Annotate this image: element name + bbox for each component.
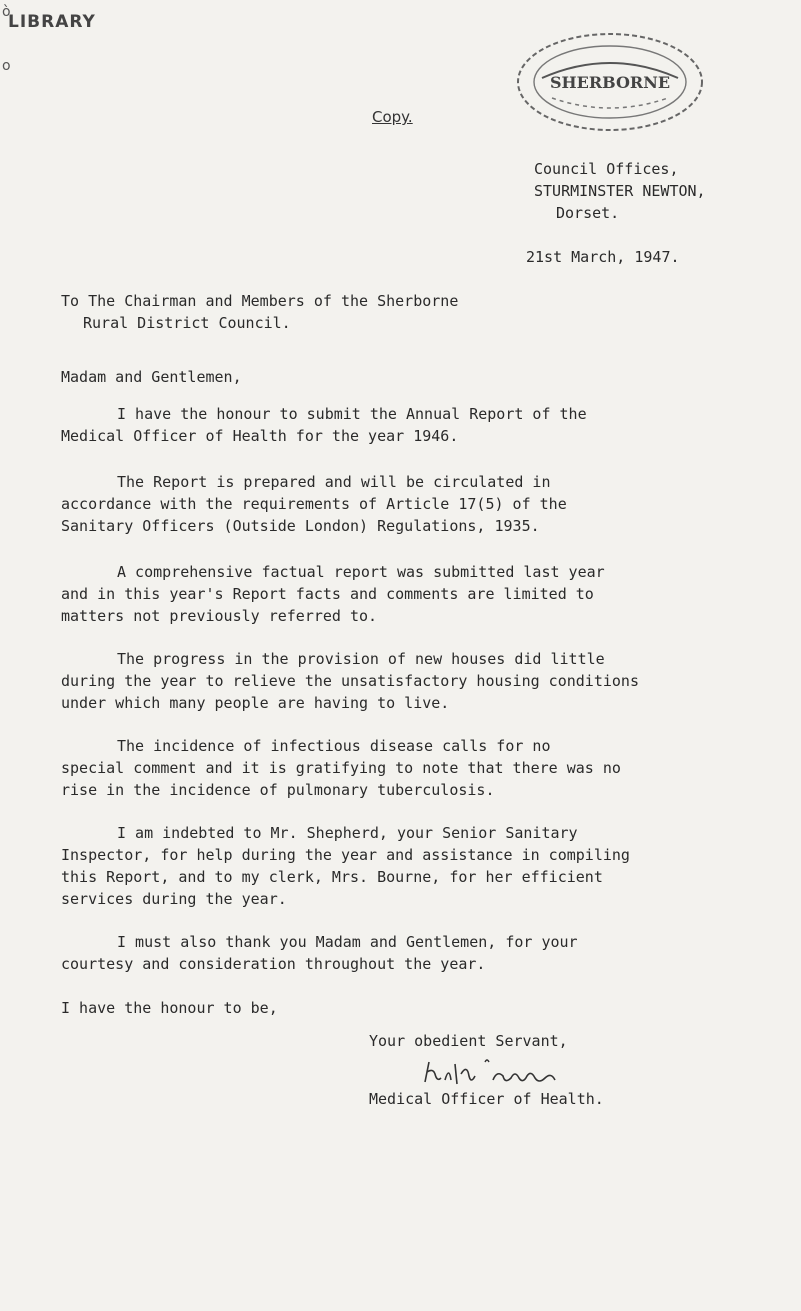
paragraph-line: special comment and it is gratifying to note that there was no	[61, 759, 621, 777]
address-line: Council Offices,	[534, 160, 679, 178]
paragraph-2	[61, 471, 567, 537]
paragraph-5	[61, 735, 621, 801]
paragraph-line: during the year to relieve the unsatisfactory housing conditions	[61, 672, 639, 690]
copy-label: Copy.	[372, 108, 413, 126]
recipient-line: Rural District Council.	[83, 314, 291, 332]
recipient-block	[61, 290, 458, 334]
paragraph-line: services during the year.	[61, 890, 287, 908]
paragraph-line: I must also thank you Madam and Gentlemen, for your	[117, 933, 578, 951]
paragraph-line: Sanitary Officers (Outside London) Regulations, 1935.	[61, 517, 540, 535]
paragraph-line: Inspector, for help during the year and assistance in compiling	[61, 846, 630, 864]
paragraph-line: I am indebted to Mr. Shepherd, your Senior Sanitary	[117, 824, 578, 842]
library-stamp: LIBRARY	[8, 12, 96, 32]
paragraph-line: The progress in the provision of new houses did little	[117, 650, 605, 668]
margin-mark-1: ò	[2, 4, 11, 20]
paragraph-line: this Report, and to my clerk, Mrs. Bourne, for her efficient	[61, 868, 603, 886]
paragraph-line: matters not previously referred to.	[61, 607, 378, 625]
sender-address	[534, 158, 706, 224]
signature	[415, 1056, 605, 1090]
paragraph-line: A comprehensive factual report was submitted last year	[117, 563, 605, 581]
salutation: Madam and Gentlemen,	[61, 368, 242, 386]
paragraph-6	[61, 822, 630, 910]
paragraph-line: accordance with the requirements of Article 17(5) of the	[61, 495, 567, 513]
paragraph-line: courtesy and consideration throughout the year.	[61, 955, 486, 973]
letter-date: 21st March, 1947.	[526, 248, 680, 266]
address-line: STURMINSTER NEWTON,	[534, 182, 706, 200]
paragraph-line: and in this year's Report facts and comments are limited to	[61, 585, 594, 603]
paragraph-line: The incidence of infectious disease calls for no	[117, 737, 551, 755]
paragraph-line: Medical Officer of Health for the year 1946.	[61, 427, 459, 445]
closing: I have the honour to be,	[61, 999, 278, 1017]
paragraph-3	[61, 561, 605, 627]
paragraph-1	[61, 403, 587, 447]
valediction: Your obedient Servant,	[369, 1032, 568, 1050]
council-seal-icon	[512, 28, 708, 136]
seal-text: SHERBORNE	[549, 73, 671, 92]
paragraph-line: under which many people are having to live.	[61, 694, 450, 712]
margin-mark-2: o	[2, 58, 11, 74]
paragraph-line: The Report is prepared and will be circulated in	[117, 473, 551, 491]
paragraph-line: rise in the incidence of pulmonary tuberculosis.	[61, 781, 495, 799]
recipient-line: To The Chairman and Members of the Sherborne	[61, 292, 459, 310]
paragraph-4	[61, 648, 639, 714]
paragraph-7	[61, 931, 578, 975]
address-line: Dorset.	[556, 204, 620, 222]
signatory-title: Medical Officer of Health.	[369, 1090, 604, 1108]
paragraph-line: I have the honour to submit the Annual Report of the	[117, 405, 587, 423]
